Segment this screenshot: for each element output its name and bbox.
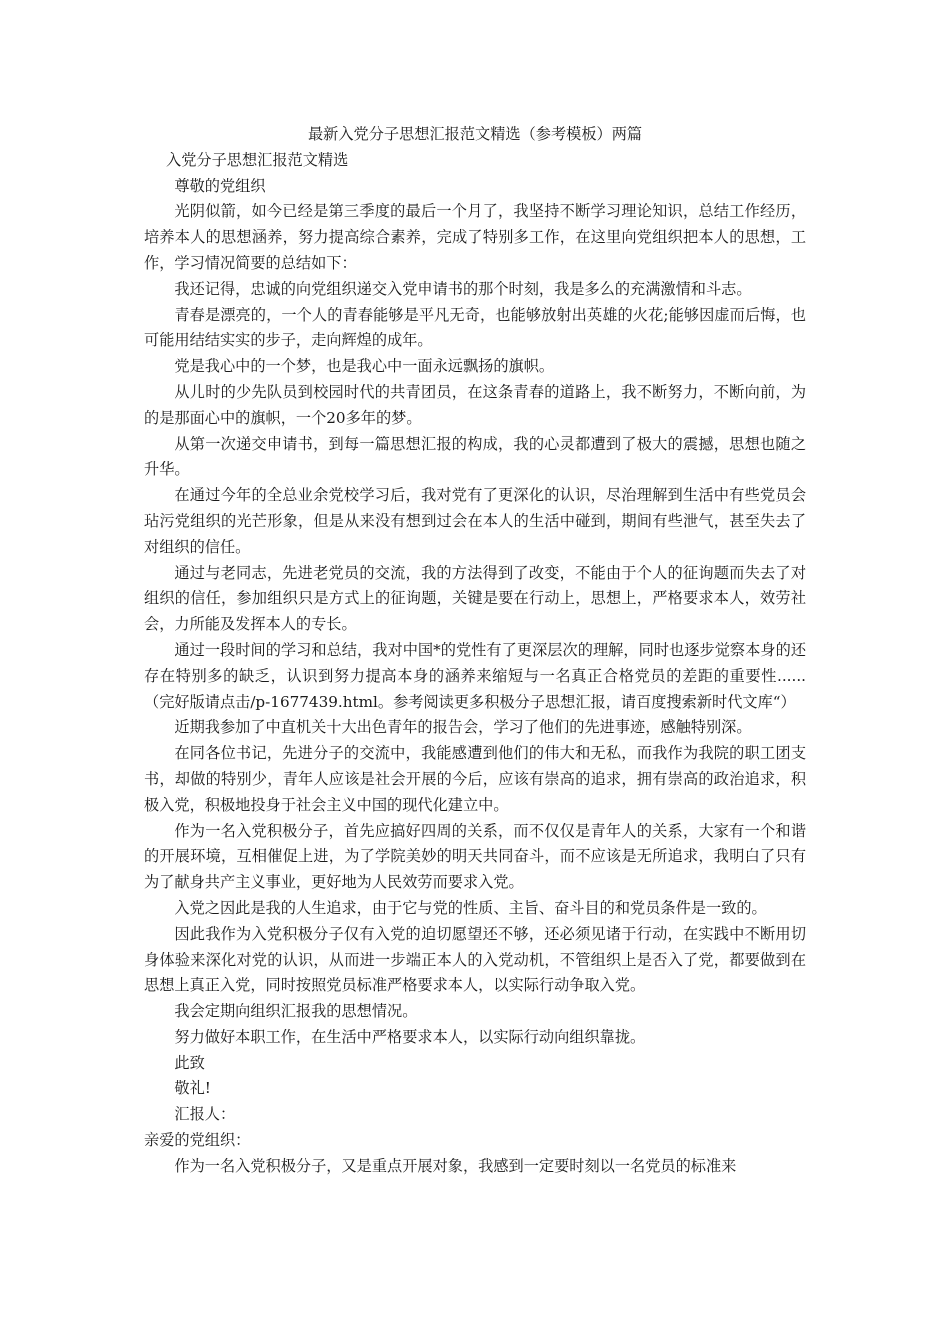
body-paragraph: 党是我心中的一个梦，也是我心中一面永远飘扬的旗帜。 (174, 357, 555, 376)
body-paragraph: 因此我作为入党积极分子仅有入党的迫切愿望还不够，还必须见诸于行动，在实践中不断用切身体验来深化对党的认识，从而进一步端正本人的入党动机，不管组织上是否入了党，都要做到在思想上真正入党，同时按照党员标准严格要求本人，以实际行动争取入党。 (144, 924, 806, 995)
body-paragraph: 在通过今年的全总业余党校学习后，我对党有了更深化的认识，尽治理解到生活中有些党员会玷污党组织的光芒形象，但是从来没有想到过会在本人的生活中碰到，期间有些泄气，甚至失去了对组织的信任。 (144, 486, 806, 556)
body-paragraph-last: 作为一名入党积极分子，又是重点开展对象，我感到一定要时刻以一名党员的标准来 (174, 1156, 737, 1175)
body-paragraph: 我会定期向组织汇报我的思想情况。 (174, 1002, 418, 1021)
salutation-second: 亲爱的党组织： (144, 1131, 251, 1150)
document-title: 最新入党分子思想汇报范文精选（参考模板）两篇 (307, 125, 643, 143)
body-paragraph: 青春是漂亮的，一个人的青春能够是平凡无奇，也能够放射出英雄的火花;能够因虚而后悔，也可能用结结实实的步子，走向辉煌的成年。 (144, 305, 806, 350)
closing-line: 此致 (174, 1053, 205, 1072)
body-paragraph: 通过与老同志，先进老党员的交流，我的方法得到了改变，不能由于个人的征询题而失去了对组织的信任，参加组织只是方式上的征询题，关键是要在行动上，思想上，严格要求本人，效劳社会，力所能及发挥本人的专长。 (144, 563, 806, 634)
body-paragraph: 在同各位书记，先进分子的交流中，我能感遭到他们的伟大和无私，而我作为我院的职工团支书，却做的特别少，青年人应该是社会开展的今后，应该有崇高的追求，拥有崇高的政治追求，积极入党，积极地投身于社会主义中国的现代化建立中。 (144, 744, 806, 814)
body-paragraph: 我还记得，忠诚的向党组织递交入党申请书的那个时刻，我是多么的充满激情和斗志。 (174, 279, 752, 298)
body-paragraph: 从第一次递交申请书，到每一篇思想汇报的构成，我的心灵都遭到了极大的震撼，思想也随之升华。 (144, 434, 806, 479)
document-subtitle: 入党分子思想汇报范文精选 (166, 150, 349, 169)
body-paragraph: 作为一名入党积极分子，首先应搞好四周的关系，而不仅仅是青年人的关系，大家有一个和谐的开展环境，互相催促上进，为了学院美妙的明天共同奋斗，而不应该是无所追求，我明白了只有为了献身共产主义事业，更好地为人民效劳而要求入党。 (144, 821, 806, 892)
body-paragraph: 入党之因此是我的人生追求，由于它与党的性质、主旨、奋斗目的和党员条件是一致的。 (174, 898, 767, 917)
salutation: 尊敬的党组织 (174, 176, 266, 195)
closing-regards: 敬礼! (174, 1079, 211, 1098)
body-paragraph: 努力做好本职工作，在生活中严格要求本人，以实际行动向组织靠拢。 (174, 1027, 646, 1046)
body-paragraph: 近期我参加了中直机关十大出色青年的报告会，学习了他们的先进事迹，感触特别深。 (174, 718, 752, 737)
document-page (144, 122, 806, 1180)
body-paragraph: 通过一段时间的学习和总结，我对中国*的党性有了更深层次的理解，同时也逐步觉察本身的还存在特别多的缺乏，认识到努力提高本身的涵养来缩短与一名真正合格党员的差距的重要性......（完好版请点击/p-1677439.html。参考阅读更多积极分子思想汇报，请百度搜索新时代文库“） (144, 640, 806, 711)
reporter-line: 汇报人： (174, 1105, 236, 1124)
body-paragraph: 光阴似箭，如今已经是第三季度的最后一个月了，我坚持不断学习理论知识，总结工作经历，培养本人的思想涵养，努力提高综合素养，完成了特别多工作，在这里向党组织把本人的思想，工作，学习情况简要的总结如下： (144, 202, 806, 272)
body-paragraph: 从儿时的少先队员到校园时代的共青团员，在这条青春的道路上，我不断努力，不断向前，为的是那面心中的旗帜，一个20多年的梦。 (144, 382, 806, 427)
